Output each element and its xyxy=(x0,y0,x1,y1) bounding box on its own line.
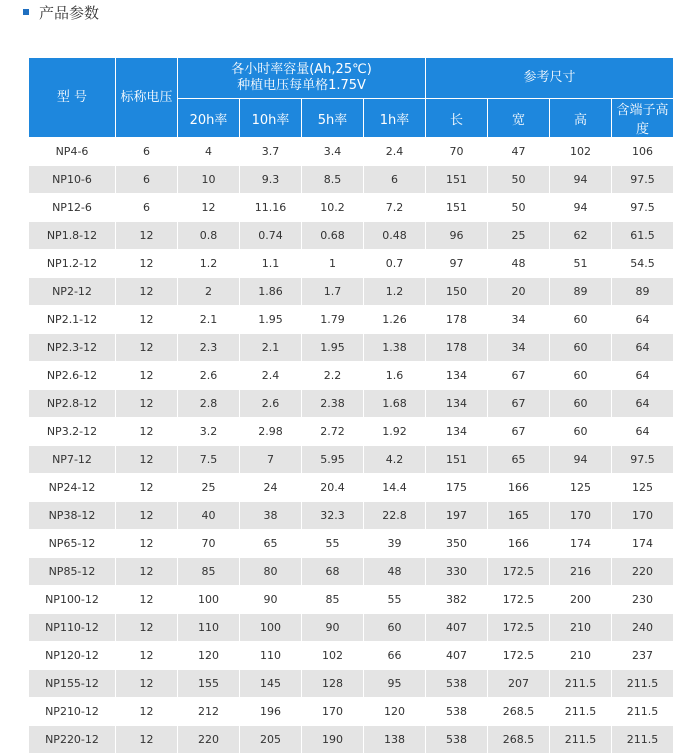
table-cell: 230 xyxy=(612,586,674,614)
table-cell: 70 xyxy=(178,530,240,558)
table-cell: 102 xyxy=(550,138,612,166)
header-capacity-line2: 种植电压每单格1.75V xyxy=(237,78,366,93)
table-cell: 60 xyxy=(364,614,426,642)
table-cell: 237 xyxy=(612,642,674,670)
header-dim-col: 含端子高度 xyxy=(612,99,674,138)
table-cell: 51 xyxy=(550,250,612,278)
table-cell: 120 xyxy=(178,642,240,670)
table-cell: 197 xyxy=(426,502,488,530)
table-cell: 538 xyxy=(426,670,488,698)
table-cell: 2 xyxy=(178,278,240,306)
table-cell: 6 xyxy=(116,138,178,166)
table-cell: 60 xyxy=(550,334,612,362)
table-row xyxy=(29,446,674,474)
header-model: 型 号 xyxy=(29,58,116,138)
table-cell: NP7-12 xyxy=(29,446,116,474)
table-cell: 47 xyxy=(488,138,550,166)
table-cell: 67 xyxy=(488,390,550,418)
table-cell: 1.68 xyxy=(364,390,426,418)
table-cell: NP3.2-12 xyxy=(29,418,116,446)
table-cell: 39 xyxy=(364,530,426,558)
table-cell: 382 xyxy=(426,586,488,614)
table-cell: 2.6 xyxy=(240,390,302,418)
table-cell: 178 xyxy=(426,334,488,362)
table-cell: 2.98 xyxy=(240,418,302,446)
table-cell: NP24-12 xyxy=(29,474,116,502)
table-cell: 172.5 xyxy=(488,558,550,586)
table-cell: 220 xyxy=(178,726,240,754)
table-cell: 138 xyxy=(364,726,426,754)
table-cell: NP220-12 xyxy=(29,726,116,754)
table-cell: NP1.2-12 xyxy=(29,250,116,278)
table-cell: NP1.8-12 xyxy=(29,222,116,250)
table-cell: 175 xyxy=(426,474,488,502)
table-cell: 90 xyxy=(240,586,302,614)
table-cell: 12 xyxy=(116,614,178,642)
table-cell: 12 xyxy=(116,446,178,474)
table-cell: 165 xyxy=(488,502,550,530)
table-cell: 211.5 xyxy=(612,698,674,726)
table-cell: 22.8 xyxy=(364,502,426,530)
table-cell: 134 xyxy=(426,390,488,418)
table-cell: 7 xyxy=(240,446,302,474)
table-cell: 1.38 xyxy=(364,334,426,362)
table-cell: 207 xyxy=(488,670,550,698)
table-cell: 12 xyxy=(116,222,178,250)
table-cell: 12 xyxy=(116,250,178,278)
table-cell: 210 xyxy=(550,614,612,642)
table-cell: 90 xyxy=(302,614,364,642)
table-cell: 1 xyxy=(302,250,364,278)
table-cell: 89 xyxy=(612,278,674,306)
table-cell: 89 xyxy=(550,278,612,306)
table-cell: NP110-12 xyxy=(29,614,116,642)
table-cell: 80 xyxy=(240,558,302,586)
table-cell: 170 xyxy=(612,502,674,530)
table-cell: 96 xyxy=(426,222,488,250)
table-cell: 102 xyxy=(302,642,364,670)
table-cell: 212 xyxy=(178,698,240,726)
table-cell: 97.5 xyxy=(612,194,674,222)
table-row xyxy=(29,642,674,670)
table-cell: 2.72 xyxy=(302,418,364,446)
table-cell: 100 xyxy=(178,586,240,614)
table-cell: 211.5 xyxy=(612,670,674,698)
table-cell: 172.5 xyxy=(488,642,550,670)
header-dims: 参考尺寸 xyxy=(426,58,674,99)
table-cell: 60 xyxy=(550,418,612,446)
table-cell: 94 xyxy=(550,166,612,194)
table-cell: 150 xyxy=(426,278,488,306)
table-cell: 172.5 xyxy=(488,614,550,642)
table-cell: 20 xyxy=(488,278,550,306)
header-capacity-line1: 各小时率容量(Ah,25℃) xyxy=(231,62,372,77)
table-row xyxy=(29,502,674,530)
table-cell: 174 xyxy=(612,530,674,558)
header-capacity xyxy=(178,58,426,99)
table-cell: 12 xyxy=(116,558,178,586)
table-cell: 40 xyxy=(178,502,240,530)
table-cell: 1.2 xyxy=(178,250,240,278)
table-cell: 190 xyxy=(302,726,364,754)
table-cell: 538 xyxy=(426,698,488,726)
table-cell: 407 xyxy=(426,614,488,642)
table-cell: 211.5 xyxy=(612,726,674,754)
table-cell: 12 xyxy=(116,586,178,614)
table-cell: 64 xyxy=(612,306,674,334)
table-row xyxy=(29,138,674,166)
table-cell: NP2.8-12 xyxy=(29,390,116,418)
table-cell: 61.5 xyxy=(612,222,674,250)
table-cell: 12 xyxy=(116,278,178,306)
table-cell: 25 xyxy=(488,222,550,250)
table-cell: 3.7 xyxy=(240,138,302,166)
table-cell: 1.79 xyxy=(302,306,364,334)
header-capacity-col: 1h率 xyxy=(364,99,426,138)
table-row xyxy=(29,278,674,306)
table-cell: 94 xyxy=(550,194,612,222)
table-cell: 268.5 xyxy=(488,698,550,726)
table-cell: 70 xyxy=(426,138,488,166)
table-cell: 100 xyxy=(240,614,302,642)
table-cell: 2.1 xyxy=(240,334,302,362)
table-cell: 12 xyxy=(116,502,178,530)
table-cell: 94 xyxy=(550,446,612,474)
table-cell: 1.2 xyxy=(364,278,426,306)
table-row xyxy=(29,194,674,222)
table-cell: 12 xyxy=(116,698,178,726)
table-cell: NP120-12 xyxy=(29,642,116,670)
table-cell: 2.4 xyxy=(364,138,426,166)
table-cell: 205 xyxy=(240,726,302,754)
table-cell: 38 xyxy=(240,502,302,530)
table-row xyxy=(29,222,674,250)
table-cell: 3.4 xyxy=(302,138,364,166)
table-cell: 0.74 xyxy=(240,222,302,250)
table-row xyxy=(29,306,674,334)
table-cell: 34 xyxy=(488,334,550,362)
table-cell: 1.92 xyxy=(364,418,426,446)
table-cell: 166 xyxy=(488,530,550,558)
table-cell: 60 xyxy=(550,390,612,418)
table-cell: NP155-12 xyxy=(29,670,116,698)
table-row xyxy=(29,586,674,614)
table-cell: 62 xyxy=(550,222,612,250)
table-cell: 12 xyxy=(116,474,178,502)
table-cell: 2.38 xyxy=(302,390,364,418)
table-row xyxy=(29,418,674,446)
table-row xyxy=(29,474,674,502)
table-cell: 211.5 xyxy=(550,698,612,726)
table-row xyxy=(29,334,674,362)
header-capacity-col: 20h率 xyxy=(178,99,240,138)
table-cell: 2.4 xyxy=(240,362,302,390)
table-cell: 9.3 xyxy=(240,166,302,194)
table-row xyxy=(29,698,674,726)
table-cell: 155 xyxy=(178,670,240,698)
section-title: 产品参数 xyxy=(39,3,100,22)
section-header xyxy=(23,0,99,24)
table-cell: 538 xyxy=(426,726,488,754)
table-cell: 166 xyxy=(488,474,550,502)
table-row xyxy=(29,726,674,754)
table-cell: 12 xyxy=(116,642,178,670)
table-cell: 1.6 xyxy=(364,362,426,390)
table-cell: 97 xyxy=(426,250,488,278)
table-cell: NP65-12 xyxy=(29,530,116,558)
table-cell: NP38-12 xyxy=(29,502,116,530)
table-cell: NP12-6 xyxy=(29,194,116,222)
table-cell: 1.86 xyxy=(240,278,302,306)
table-cell: 1.7 xyxy=(302,278,364,306)
table-cell: 170 xyxy=(550,502,612,530)
table-cell: 10.2 xyxy=(302,194,364,222)
table-cell: 210 xyxy=(550,642,612,670)
header-dim-col: 宽 xyxy=(488,99,550,138)
table-row xyxy=(29,670,674,698)
table-cell: 2.1 xyxy=(178,306,240,334)
table-cell: 8.5 xyxy=(302,166,364,194)
table-cell: 20.4 xyxy=(302,474,364,502)
table-cell: 3.2 xyxy=(178,418,240,446)
header-voltage: 标称电压 xyxy=(116,58,178,138)
table-cell: 407 xyxy=(426,642,488,670)
table-cell: 12 xyxy=(116,390,178,418)
table-cell: 12 xyxy=(116,726,178,754)
table-cell: 1.26 xyxy=(364,306,426,334)
table-cell: 12 xyxy=(116,530,178,558)
table-cell: 110 xyxy=(240,642,302,670)
table-cell: 211.5 xyxy=(550,670,612,698)
table-cell: 64 xyxy=(612,334,674,362)
table-row xyxy=(29,166,674,194)
table-cell: 64 xyxy=(612,362,674,390)
table-cell: 145 xyxy=(240,670,302,698)
table-cell: 211.5 xyxy=(550,726,612,754)
table-cell: 330 xyxy=(426,558,488,586)
table-cell: 12 xyxy=(116,334,178,362)
table-cell: 2.2 xyxy=(302,362,364,390)
table-cell: 55 xyxy=(302,530,364,558)
table-cell: NP2.1-12 xyxy=(29,306,116,334)
table-cell: 48 xyxy=(488,250,550,278)
table-row xyxy=(29,530,674,558)
table-cell: NP85-12 xyxy=(29,558,116,586)
table-body xyxy=(29,138,674,754)
table-cell: 4.2 xyxy=(364,446,426,474)
table-row xyxy=(29,362,674,390)
table-cell: 60 xyxy=(550,362,612,390)
table-cell: 68 xyxy=(302,558,364,586)
table-cell: 6 xyxy=(116,166,178,194)
table-cell: 128 xyxy=(302,670,364,698)
table-cell: 1.1 xyxy=(240,250,302,278)
product-params-table xyxy=(28,57,674,754)
table-cell: 174 xyxy=(550,530,612,558)
table-cell: NP10-6 xyxy=(29,166,116,194)
table-cell: 268.5 xyxy=(488,726,550,754)
table-cell: 48 xyxy=(364,558,426,586)
table-cell: 7.2 xyxy=(364,194,426,222)
table-cell: 85 xyxy=(178,558,240,586)
header-capacity-col: 5h率 xyxy=(302,99,364,138)
table-cell: 12 xyxy=(116,306,178,334)
table-cell: 125 xyxy=(612,474,674,502)
table-cell: NP210-12 xyxy=(29,698,116,726)
table-cell: 0.68 xyxy=(302,222,364,250)
table-cell: 151 xyxy=(426,194,488,222)
table-cell: 200 xyxy=(550,586,612,614)
table-cell: 11.16 xyxy=(240,194,302,222)
table-row xyxy=(29,390,674,418)
table-cell: 95 xyxy=(364,670,426,698)
table-cell: 1.95 xyxy=(240,306,302,334)
table-cell: 25 xyxy=(178,474,240,502)
table-cell: 14.4 xyxy=(364,474,426,502)
table-cell: 0.48 xyxy=(364,222,426,250)
table-cell: 32.3 xyxy=(302,502,364,530)
table-cell: 5.95 xyxy=(302,446,364,474)
header-capacity-col: 10h率 xyxy=(240,99,302,138)
table-cell: 12 xyxy=(116,362,178,390)
table-cell: 2.6 xyxy=(178,362,240,390)
table-cell: 106 xyxy=(612,138,674,166)
table-cell: 65 xyxy=(488,446,550,474)
table-cell: 67 xyxy=(488,418,550,446)
table-cell: 2.8 xyxy=(178,390,240,418)
table-cell: 216 xyxy=(550,558,612,586)
table-cell: 134 xyxy=(426,362,488,390)
table-row xyxy=(29,250,674,278)
table-cell: NP2.3-12 xyxy=(29,334,116,362)
table-row xyxy=(29,558,674,586)
table-cell: 7.5 xyxy=(178,446,240,474)
table-cell: 24 xyxy=(240,474,302,502)
table-cell: NP100-12 xyxy=(29,586,116,614)
table-cell: 120 xyxy=(364,698,426,726)
table-cell: 2.3 xyxy=(178,334,240,362)
table-cell: 66 xyxy=(364,642,426,670)
table-cell: 6 xyxy=(364,166,426,194)
table-cell: 64 xyxy=(612,390,674,418)
table-cell: 97.5 xyxy=(612,446,674,474)
table-row xyxy=(29,614,674,642)
table-cell: 110 xyxy=(178,614,240,642)
table-cell: 64 xyxy=(612,418,674,446)
table-cell: 151 xyxy=(426,166,488,194)
table-cell: 97.5 xyxy=(612,166,674,194)
table-cell: 85 xyxy=(302,586,364,614)
header-dim-col: 长 xyxy=(426,99,488,138)
table-cell: 12 xyxy=(116,418,178,446)
table-cell: NP2.6-12 xyxy=(29,362,116,390)
table-cell: 1.95 xyxy=(302,334,364,362)
table-cell: 240 xyxy=(612,614,674,642)
table-cell: 350 xyxy=(426,530,488,558)
table-cell: 12 xyxy=(116,670,178,698)
table-cell: 151 xyxy=(426,446,488,474)
table-cell: 172.5 xyxy=(488,586,550,614)
table-cell: 60 xyxy=(550,306,612,334)
table-cell: NP4-6 xyxy=(29,138,116,166)
table-cell: 4 xyxy=(178,138,240,166)
table-cell: 50 xyxy=(488,166,550,194)
square-bullet-icon xyxy=(23,9,29,15)
table-cell: 50 xyxy=(488,194,550,222)
table-cell: 220 xyxy=(612,558,674,586)
table-cell: 34 xyxy=(488,306,550,334)
table-cell: 54.5 xyxy=(612,250,674,278)
table-cell: 125 xyxy=(550,474,612,502)
table-cell: 134 xyxy=(426,418,488,446)
table-cell: 178 xyxy=(426,306,488,334)
table-cell: 196 xyxy=(240,698,302,726)
table-cell: 67 xyxy=(488,362,550,390)
table-cell: 6 xyxy=(116,194,178,222)
table-header xyxy=(29,58,674,138)
table-cell: 0.8 xyxy=(178,222,240,250)
table-cell: NP2-12 xyxy=(29,278,116,306)
table-cell: 65 xyxy=(240,530,302,558)
table-cell: 55 xyxy=(364,586,426,614)
header-dim-col: 高 xyxy=(550,99,612,138)
table-cell: 170 xyxy=(302,698,364,726)
table-cell: 10 xyxy=(178,166,240,194)
table-cell: 0.7 xyxy=(364,250,426,278)
table-cell: 12 xyxy=(178,194,240,222)
